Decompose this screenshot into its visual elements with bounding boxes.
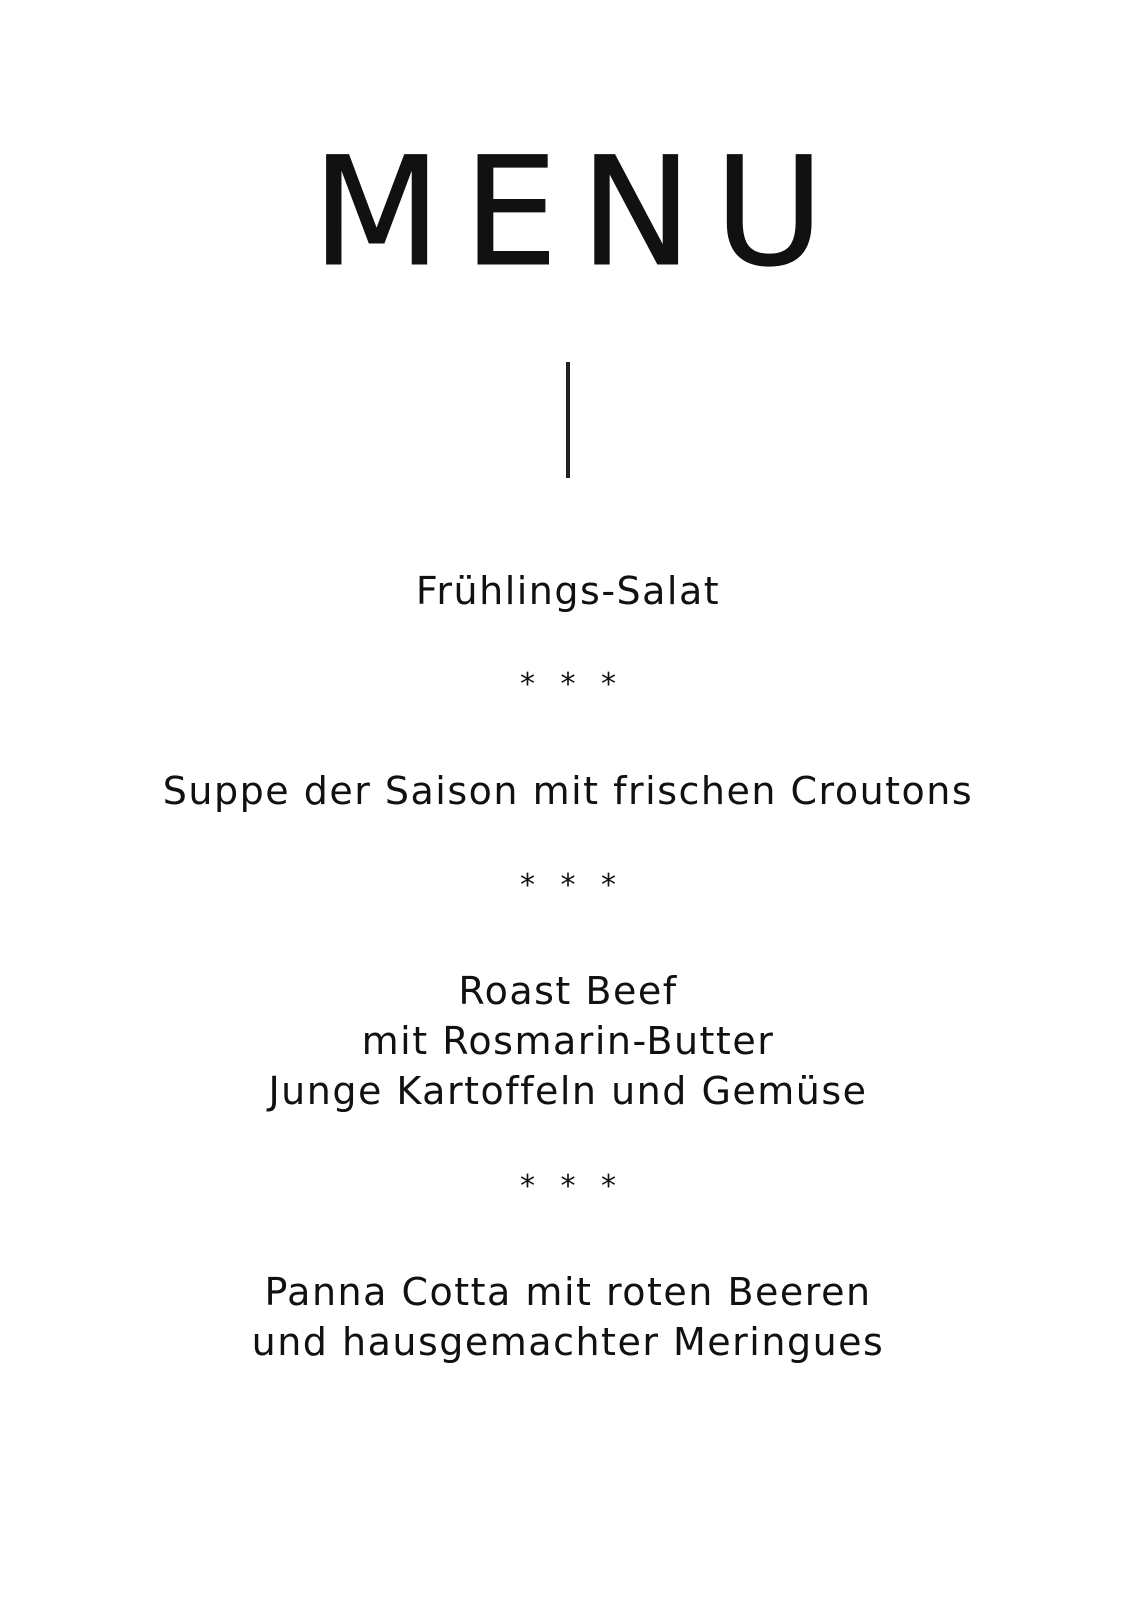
course-line: Roast Beef (458, 969, 678, 1013)
course-line: und hausgemachter Meringues (251, 1320, 885, 1364)
course-starter (0, 566, 1136, 616)
course-line: Frühlings-Salat (415, 569, 721, 613)
course-separator: * * * (519, 667, 625, 702)
course-separator: * * * (519, 868, 625, 903)
course-soup (0, 766, 1136, 816)
course-line: Panna Cotta mit roten Beeren (264, 1270, 872, 1314)
course-line: Junge Kartoffeln und Gemüse (268, 1069, 868, 1113)
course-line: mit Rosmarin-Butter (361, 1019, 775, 1063)
course-dessert (0, 1267, 1136, 1367)
menu-title: MENU (311, 126, 847, 300)
course-main (0, 966, 1136, 1116)
course-line: Suppe der Saison mit frischen Croutons (162, 769, 974, 813)
vertical-divider (566, 362, 570, 478)
course-separator: * * * (519, 1169, 625, 1204)
